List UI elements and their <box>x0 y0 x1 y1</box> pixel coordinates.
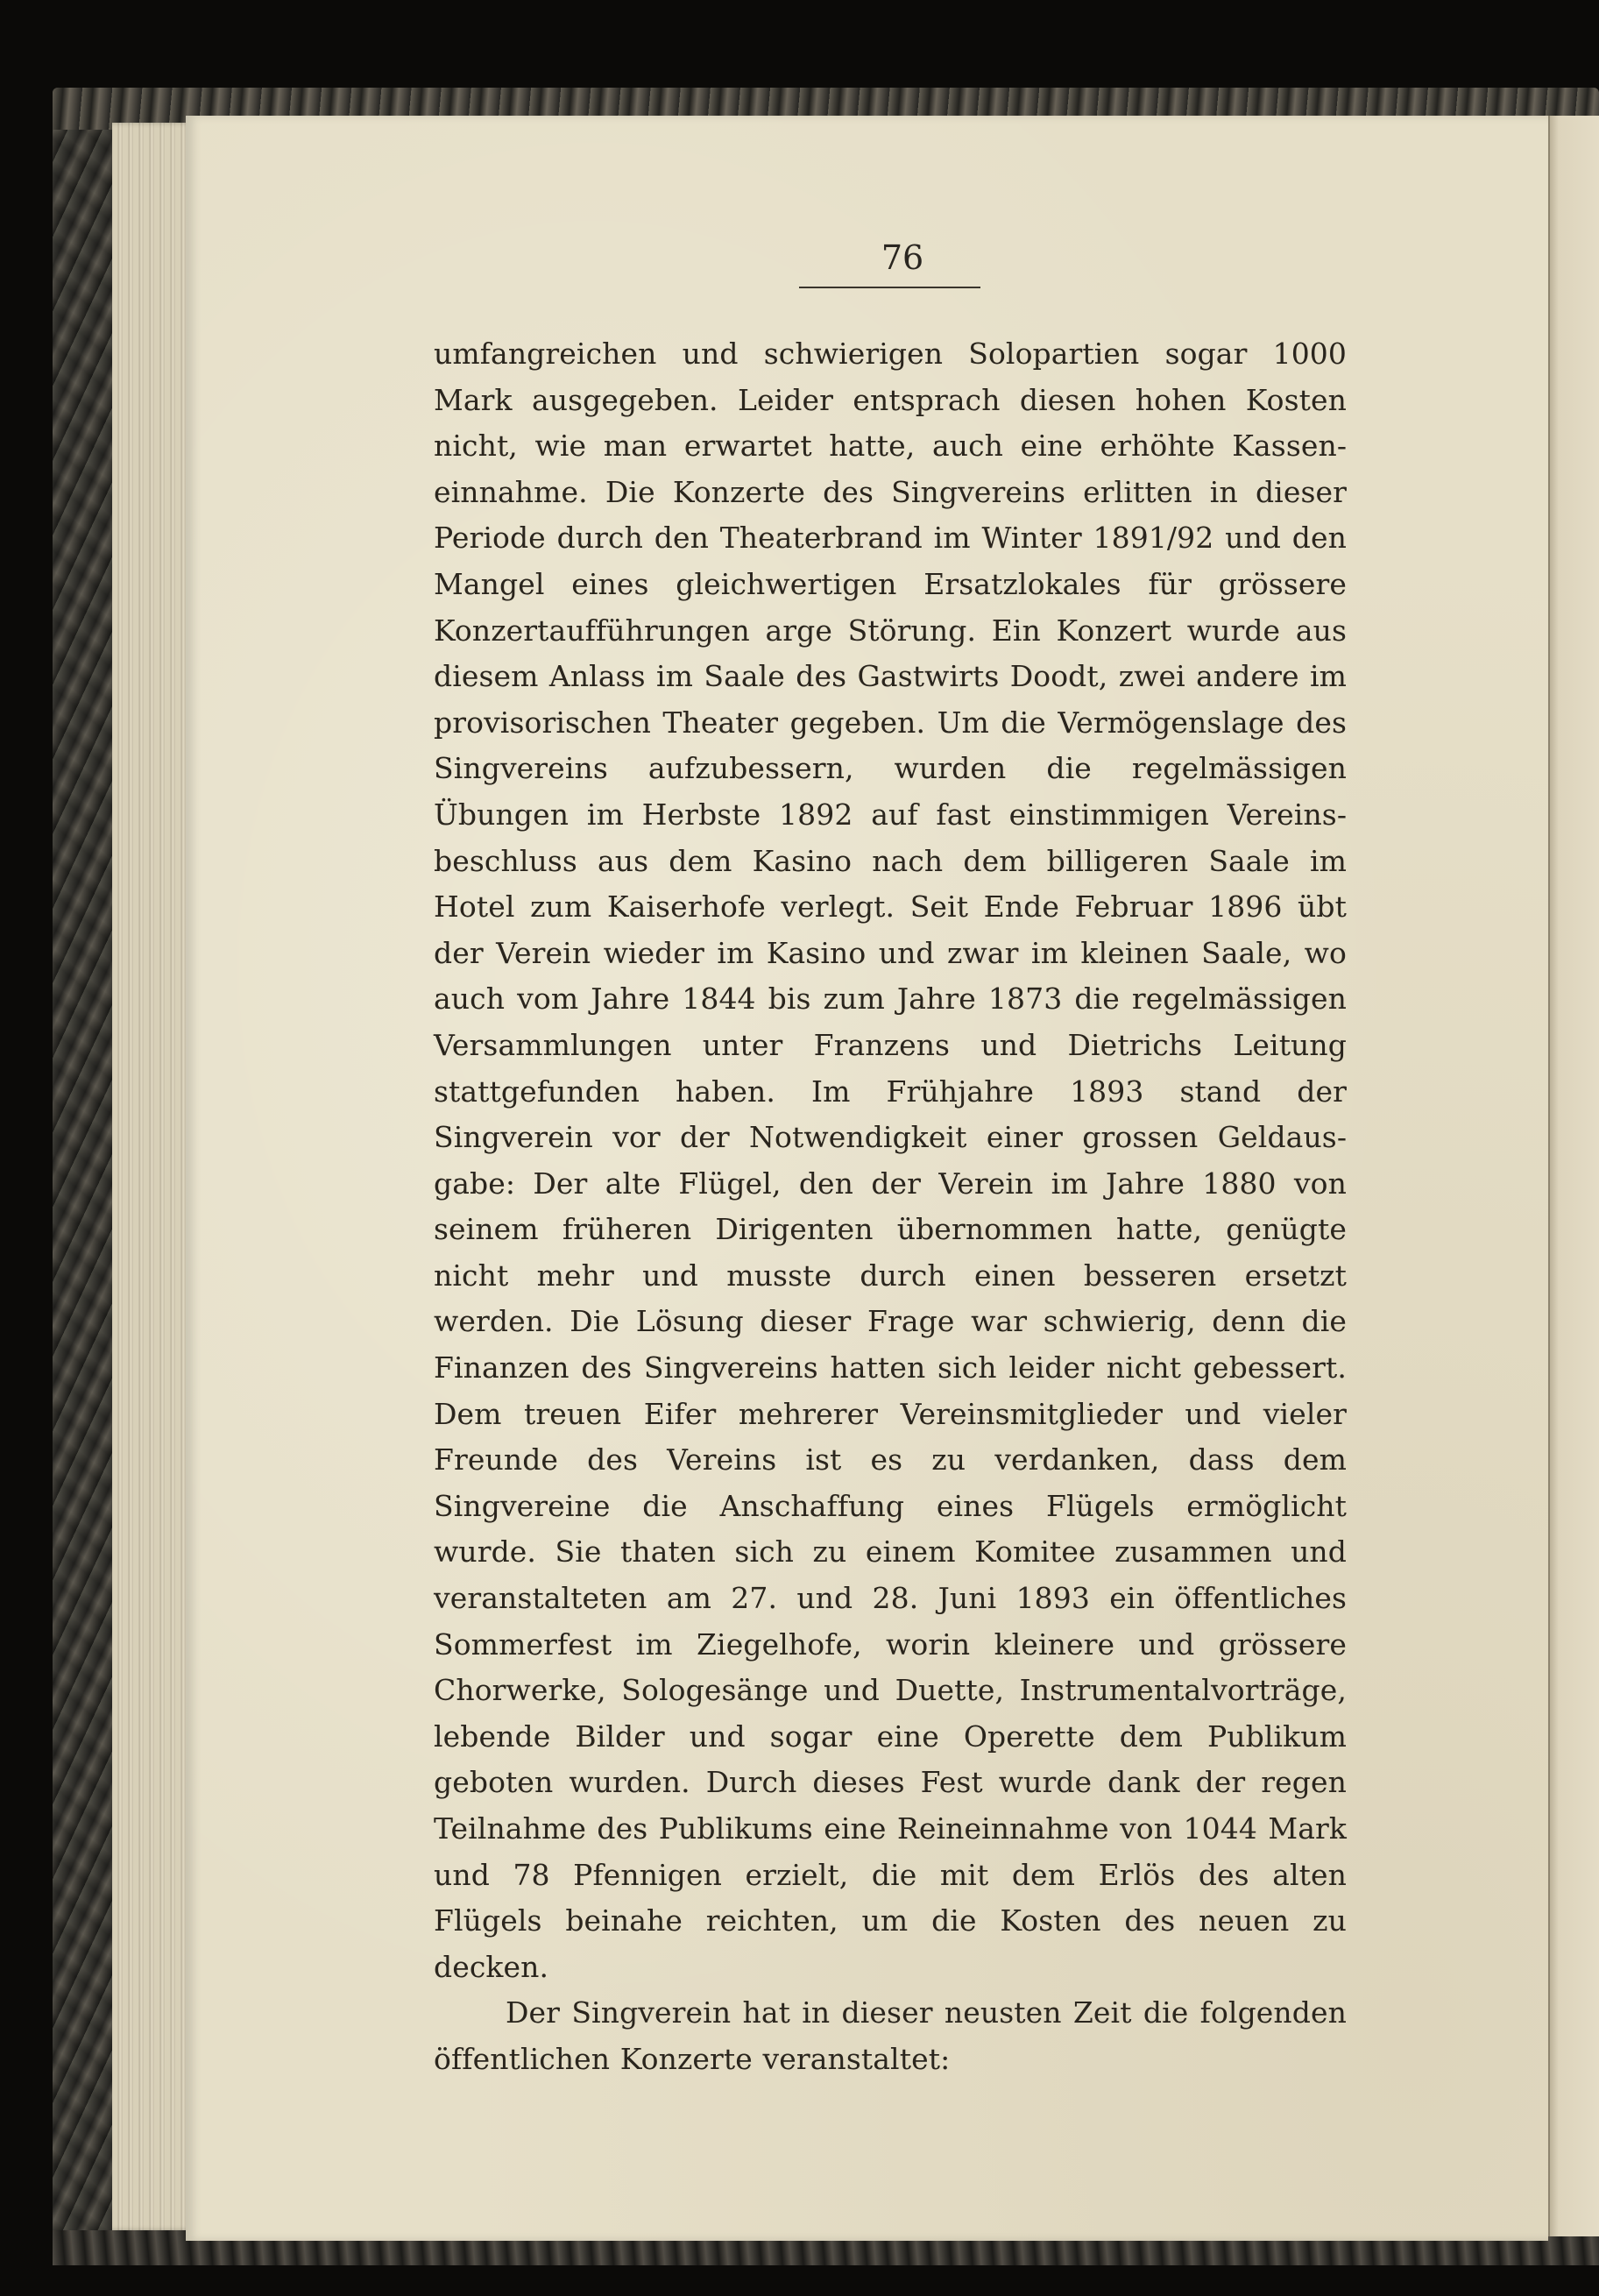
paragraph-1: umfangreichen und schwierigen Solopartien sogar 1000 Mark ausgegeben. Leider entsprach diesen hohen Kosten nicht, wie man erwartet hatte, auch eine erhöhte Kasseneinnahme. Die Konzerte des Singvereins erlitten in dieser Periode durch den Theaterbrand im Winter 1891/92 und den Mangel eines gleichwertigen Ersatzlokales für grössere Konzertaufführungen arge Störung. Ein Konzert wurde aus diesem Anlass im Saale des Gastwirts Doodt, zwei andere im provisorischen Theater gegeben. Um die Vermögenslage des Singvereins aufzubessern, wurden die regelmässigen Übungen im Herbste 1892 auf fast einstimmigen Vereinsbeschluss aus dem Kasino nach dem billigeren Saale im Hotel zum Kaiserhofe verlegt. Seit Ende Februar 1896 übt der Verein wieder im Kasino und zwar im kleinen Saale, wo auch vom Jahre 1844 bis zum Jahre 1873 die regelmässigen Versammlungen unter Franzens und Dietrichs Leitung stattgefunden haben. Im Frühjahre 1893 stand der Singverein vor der Notwendigkeit einer grossen Geldausgabe: Der alte Flügel, den der Verein im Jahre 1880 von seinem früheren Dirigenten übernommen hatte, genügte nicht mehr und musste durch einen besseren ersetzt werden. Die Lösung dieser Frage war schwierig, denn die Finanzen des Singvereins hatten sich leider nicht gebessert. Dem treuen Eifer mehrerer Vereinsmitglieder und vieler Freunde des Vereins ist es zu verdanken, dass dem Singvereine die Anschaffung eines Flügels ermöglicht wurde. Sie thaten sich zu einem Komitee zusammen und veranstalteten am 27. und 28. Juni 1893 ein öffentliches Sommerfest im Ziegelhofe, worin kleinere und grössere Chorwerke, Sologesänge und Duette, Instrumentalvorträge, lebende Bilder und sogar eine Operette dem Publikum geboten wurden. Durch dieses Fest wurde dank der regen Teilnahme des Publikums eine Reineinnahme von 1044 Mark und 78 Pfennigen erzielt, die mit dem Erlös des alten Flügels beinahe reichten, um die Kosten des neuen zu decken. <box>434 337 1347 1984</box>
header-rule <box>799 287 980 288</box>
page-number: 76 <box>881 238 924 277</box>
page-edges <box>112 123 193 2230</box>
page-body <box>434 331 1347 2083</box>
paragraph-2: Der Singverein hat in dieser neusten Zeit die folgenden öffentlichen Konzerte veranstaltet: <box>434 1995 1347 2076</box>
next-page-edge <box>1548 116 1599 2236</box>
